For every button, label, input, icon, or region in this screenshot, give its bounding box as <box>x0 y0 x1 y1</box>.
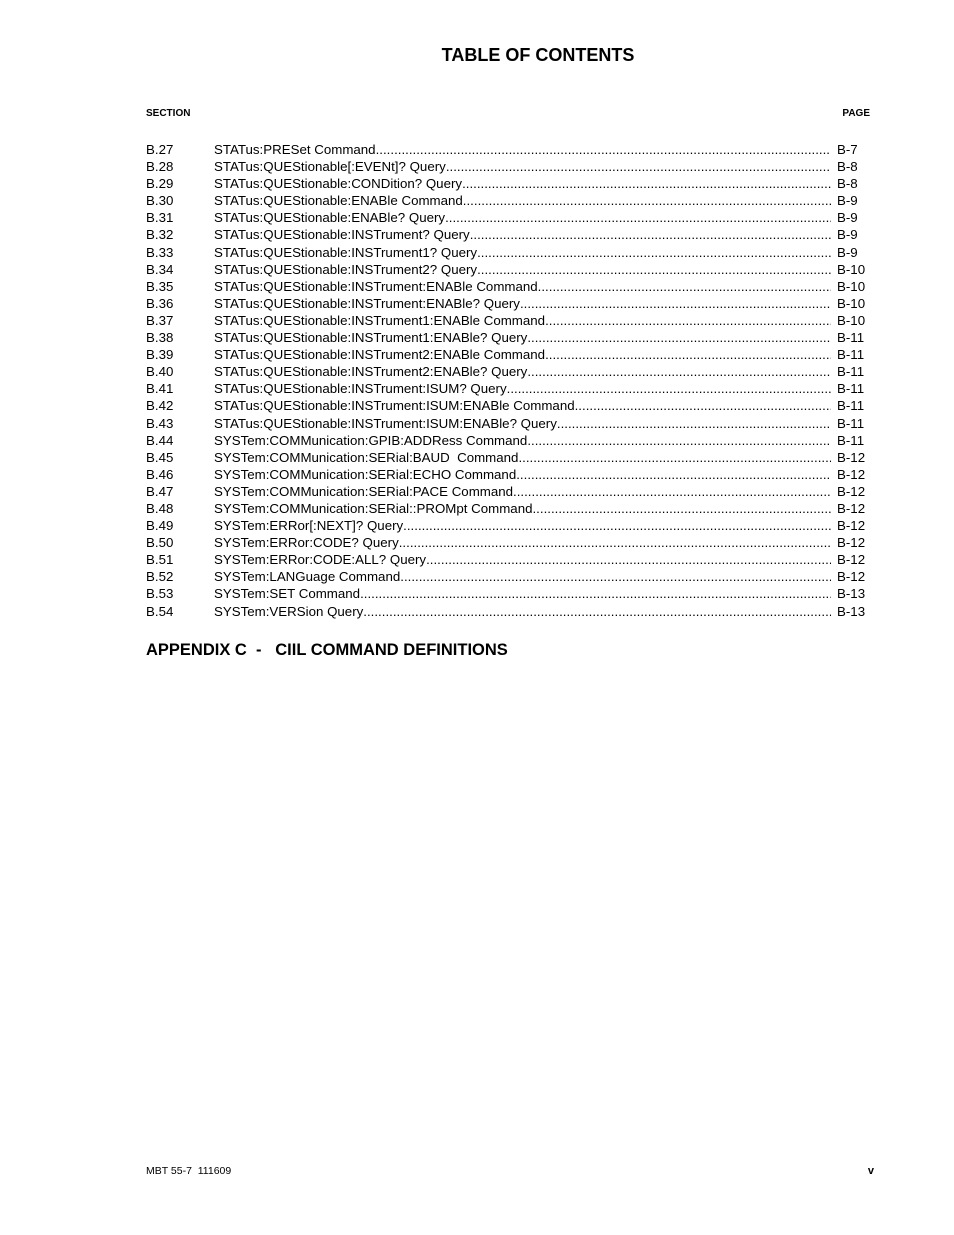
toc-entry-title[interactable]: SYSTem:COMMunication:SERial:BAUD Command ..... <box>214 449 831 466</box>
toc-entry-number: B.46 <box>146 466 174 482</box>
toc-entry[interactable] <box>146 585 873 602</box>
toc-entry-number: B.28 <box>146 159 174 175</box>
toc-entry-title[interactable]: STATus:QUEStionable:INSTrument1:ENABle? Query ..... <box>214 329 831 346</box>
toc-entry-number: B.37 <box>146 312 174 328</box>
toc-entry-title[interactable]: SYSTem:COMMunication:GPIB:ADDRess Command ..... <box>214 432 831 449</box>
toc-entry-title[interactable]: STATus:QUEStionable:INSTrument:ISUM:ENABle? Query ..... <box>214 415 831 432</box>
toc-entry[interactable] <box>146 397 873 414</box>
toc-entry-page: B-12 <box>831 517 873 534</box>
toc-entry-page: B-10 <box>831 278 873 295</box>
toc-entry-title[interactable]: SYSTem:COMMunication:SERial:ECHO Command ..... <box>214 466 831 483</box>
toc-entry-page: B-10 <box>831 261 873 278</box>
toc-entry-page: B-12 <box>831 568 873 585</box>
toc-entry-number: B.30 <box>146 193 174 209</box>
toc-entry-title[interactable]: STATus:QUEStionable:INSTrument:ISUM:ENABle Command ..... <box>214 397 831 414</box>
toc-entry-number: B.44 <box>146 432 174 448</box>
toc-entry[interactable] <box>146 312 873 329</box>
footer-document-id: MBT 55-7 111609 <box>146 1165 232 1177</box>
toc-entry-title[interactable]: SYSTem:LANGuage Command ..... <box>214 568 831 585</box>
toc-entry-number: B.49 <box>146 518 174 534</box>
toc-entry[interactable] <box>146 261 873 278</box>
toc-entry[interactable] <box>146 534 873 551</box>
toc-entry[interactable] <box>146 226 873 243</box>
toc-entry-page: B-10 <box>831 295 873 312</box>
appendix-c-heading[interactable]: APPENDIX C - CIIL COMMAND DEFINITIONS <box>146 641 508 659</box>
toc-entry-page: B-11 <box>831 432 873 449</box>
toc-entry-number: B.42 <box>146 398 174 414</box>
toc-entry-page: B-12 <box>831 534 873 551</box>
page-column-heading: PAGE <box>842 108 870 119</box>
toc-entry-title[interactable]: SYSTem:VERSion Query ..... <box>214 603 831 620</box>
toc-entry[interactable] <box>146 500 873 517</box>
toc-entry-page: B-13 <box>831 585 873 602</box>
toc-entry-page: B-11 <box>831 346 873 363</box>
toc-entry-number: B.52 <box>146 569 174 585</box>
toc-entry-page: B-12 <box>831 483 873 500</box>
toc-entry-page: B-10 <box>831 312 873 329</box>
toc-entry-title[interactable]: STATus:QUEStionable:ENABle Command ..... <box>214 192 831 209</box>
toc-entry-page: B-12 <box>831 449 873 466</box>
toc-entry-number: B.38 <box>146 330 174 346</box>
toc-entry[interactable] <box>146 329 873 346</box>
toc-entry-page: B-11 <box>831 415 873 432</box>
toc-entry-number: B.47 <box>146 483 174 499</box>
toc-entry-page: B-9 <box>831 226 873 243</box>
section-column-heading: SECTION <box>146 108 191 119</box>
toc-entry-title[interactable]: SYSTem:ERRor:CODE:ALL? Query ..... <box>214 551 831 568</box>
toc-entry-title[interactable]: STATus:QUEStionable:INSTrument1:ENABle Command ..... <box>214 312 831 329</box>
toc-entry-title[interactable]: STATus:QUEStionable:INSTrument1? Query ..... <box>214 244 831 261</box>
toc-entry-page: B-12 <box>831 466 873 483</box>
toc-entry[interactable] <box>146 603 873 620</box>
toc-entry-number: B.53 <box>146 586 174 602</box>
toc-entry-number: B.41 <box>146 381 174 397</box>
toc-entry-title[interactable]: STATus:QUEStionable[:EVENt]? Query ..... <box>214 158 831 175</box>
toc-entry-page: B-11 <box>831 329 873 346</box>
toc-entry[interactable] <box>146 141 873 158</box>
toc-entry[interactable] <box>146 158 873 175</box>
toc-entry[interactable] <box>146 449 873 466</box>
toc-entry-title[interactable]: STATus:QUEStionable:INSTrument? Query ..... <box>214 226 831 243</box>
toc-entry-title[interactable]: STATus:QUEStionable:INSTrument:ISUM? Query ..... <box>214 380 831 397</box>
toc-entry[interactable] <box>146 466 873 483</box>
toc-entry-number: B.51 <box>146 552 174 568</box>
toc-entry-number: B.54 <box>146 603 174 619</box>
toc-list <box>146 141 873 620</box>
toc-entry[interactable] <box>146 209 873 226</box>
toc-entry-number: B.34 <box>146 261 174 277</box>
toc-entry-number: B.39 <box>146 347 174 363</box>
toc-entry-title[interactable]: SYSTem:SET Command ..... <box>214 585 831 602</box>
toc-entry-title[interactable]: SYSTem:COMMunication:SERial::PROMpt Command ..... <box>214 500 831 517</box>
toc-entry-page: B-8 <box>831 175 873 192</box>
toc-entry-title[interactable]: SYSTem:COMMunication:SERial:PACE Command ..... <box>214 483 831 500</box>
toc-entry-page: B-11 <box>831 397 873 414</box>
toc-entry-number: B.35 <box>146 278 174 294</box>
toc-entry-page: B-8 <box>831 158 873 175</box>
toc-entry[interactable] <box>146 363 873 380</box>
toc-entry[interactable] <box>146 175 873 192</box>
toc-entry-number: B.36 <box>146 295 174 311</box>
toc-entry-page: B-9 <box>831 192 873 209</box>
toc-entry[interactable] <box>146 192 873 209</box>
toc-entry-title[interactable]: STATus:QUEStionable:INSTrument:ENABle Command ..... <box>214 278 831 295</box>
toc-entry-title[interactable]: STATus:QUEStionable:INSTrument2? Query ..... <box>214 261 831 278</box>
toc-entry-number: B.32 <box>146 227 174 243</box>
toc-entry-page: B-13 <box>831 603 873 620</box>
toc-entry-page: B-11 <box>831 363 873 380</box>
toc-entry-number: B.33 <box>146 244 174 260</box>
toc-entry[interactable] <box>146 415 873 432</box>
toc-entry-title[interactable]: STATus:QUEStionable:INSTrument2:ENABle Command ..... <box>214 346 831 363</box>
toc-entry[interactable] <box>146 551 873 568</box>
toc-entry-title[interactable]: SYSTem:ERRor:CODE? Query ..... <box>214 534 831 551</box>
toc-entry-page: B-9 <box>831 209 873 226</box>
toc-entry[interactable] <box>146 244 873 261</box>
toc-entry-page: B-9 <box>831 244 873 261</box>
footer-page-number: v <box>867 1165 874 1177</box>
toc-entry[interactable] <box>146 517 873 534</box>
toc-entry-number: B.48 <box>146 500 174 516</box>
toc-entry-title[interactable]: STATus:PRESet Command ..... <box>214 141 831 158</box>
toc-entry-title[interactable]: STATus:QUEStionable:INSTrument:ENABle? Query ..... <box>214 295 831 312</box>
toc-entry-title[interactable]: SYSTem:ERRor[:NEXT]? Query ..... <box>214 517 831 534</box>
toc-entry[interactable] <box>146 295 873 312</box>
toc-entry-number: B.40 <box>146 364 174 380</box>
toc-entry-number: B.45 <box>146 449 174 465</box>
toc-entry[interactable] <box>146 568 873 585</box>
toc-entry-page: B-7 <box>831 141 873 158</box>
toc-entry-title[interactable]: STATus:QUEStionable:INSTrument2:ENABle? Query ..... <box>214 363 831 380</box>
toc-entry-title[interactable]: STATus:QUEStionable:ENABle? Query ..... <box>214 209 831 226</box>
toc-entry-number: B.31 <box>146 210 174 226</box>
toc-entry[interactable] <box>146 432 873 449</box>
toc-entry-page: B-12 <box>831 551 873 568</box>
toc-entry-number: B.29 <box>146 176 174 192</box>
toc-entry-page: B-11 <box>831 380 873 397</box>
toc-entry-number: B.50 <box>146 535 174 551</box>
toc-entry-page: B-12 <box>831 500 873 517</box>
toc-entry[interactable] <box>146 380 873 397</box>
toc-entry-number: B.27 <box>146 142 174 157</box>
toc-entry-number: B.43 <box>146 415 174 431</box>
toc-entry[interactable] <box>146 346 873 363</box>
page-title: TABLE OF CONTENTS <box>441 45 635 65</box>
toc-entry[interactable] <box>146 278 873 295</box>
toc-entry-title[interactable]: STATus:QUEStionable:CONDition? Query ..... <box>214 175 831 192</box>
toc-entry[interactable] <box>146 483 873 500</box>
